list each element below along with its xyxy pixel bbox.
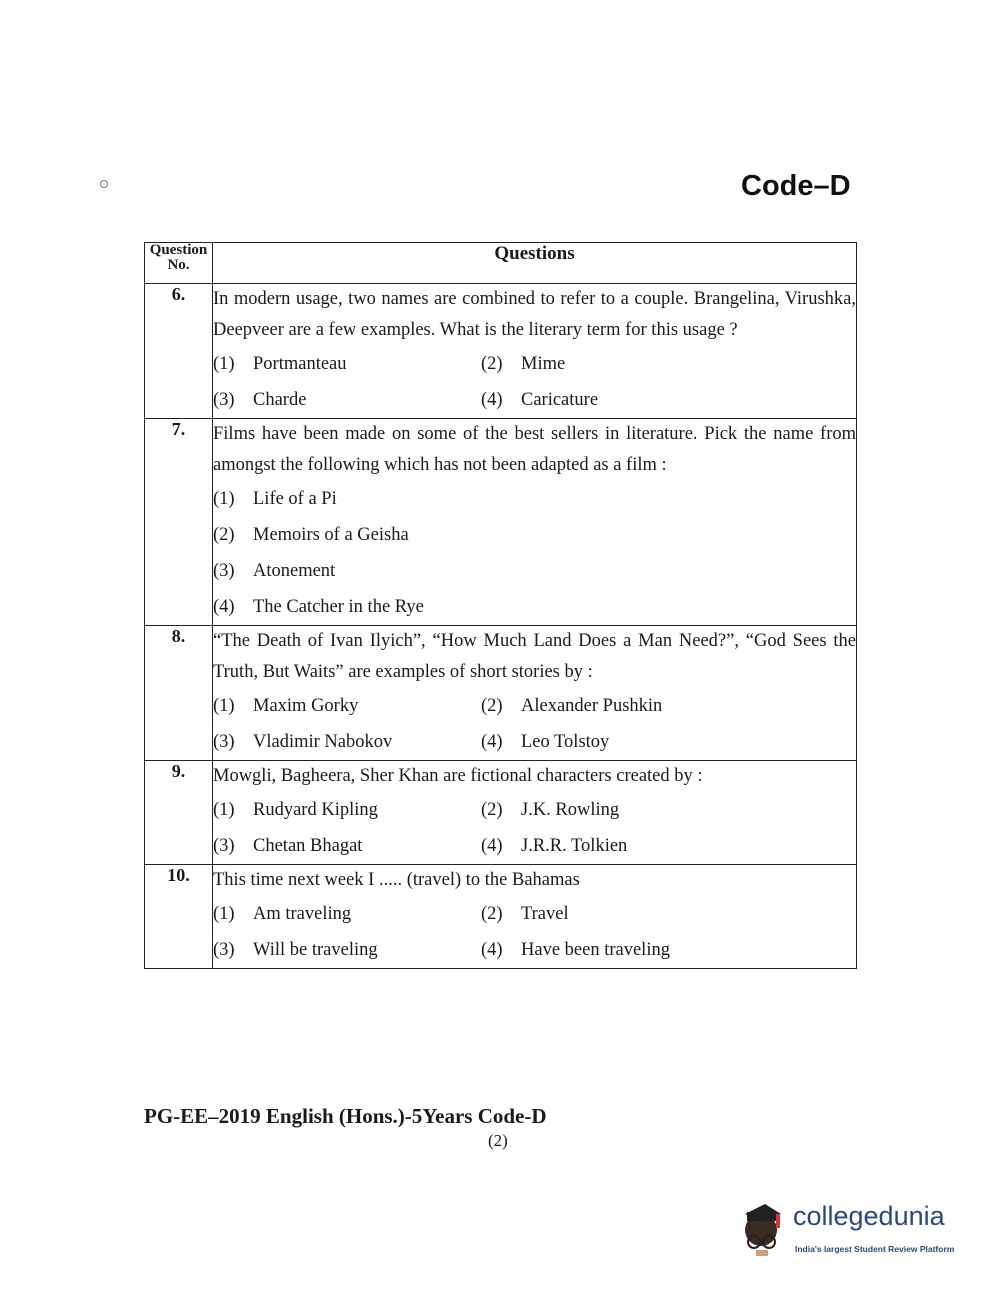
- option-text: The Catcher in the Rye: [253, 597, 424, 617]
- answer-option: [481, 932, 856, 968]
- answer-option: [213, 688, 481, 724]
- column-header-questions: Questions: [213, 243, 857, 284]
- watermark-brand: collegedunia: [793, 1201, 945, 1231]
- question-row: [145, 865, 857, 969]
- question-text: “The Death of Ivan Ilyich”, “How Much Land Does a Man Need?”, “God Sees the Truth, But Waits” are examples of short stories by :: [213, 631, 856, 682]
- column-header-number: Question No.: [145, 243, 213, 284]
- question-text: In modern usage, two names are combined to refer to a couple. Brangelina, Virushka, Deepveer are a few examples. What is the literary term for this usage ?: [213, 289, 856, 340]
- answer-option: [213, 553, 856, 589]
- question-number: 9.: [145, 761, 213, 865]
- answer-option: [481, 828, 856, 864]
- question-body: [213, 865, 857, 969]
- option-text: Vladimir Nabokov: [253, 732, 393, 752]
- option-text: Maxim Gorky: [253, 696, 359, 716]
- option-text: J.K. Rowling: [521, 800, 620, 820]
- questions-body: [145, 284, 857, 969]
- option-text: Am traveling: [253, 904, 352, 924]
- option-number: (3): [213, 390, 235, 410]
- option-number: (1): [213, 800, 235, 820]
- answer-option: [481, 346, 856, 382]
- option-number: (3): [213, 561, 235, 581]
- option-text: Rudyard Kipling: [253, 800, 378, 820]
- answer-options: [213, 792, 856, 864]
- option-text: Memoirs of a Geisha: [253, 525, 409, 545]
- answer-options: [213, 896, 856, 968]
- paper-code: Code–D: [741, 170, 851, 202]
- answer-option: [213, 481, 856, 517]
- question-text: This time next week I ..... (travel) to the Bahamas: [213, 870, 580, 890]
- answer-option: [481, 792, 856, 828]
- question-text: Films have been made on some of the best sellers in literature. Pick the name from amongst the following which has not been adapted as a film :: [213, 424, 856, 475]
- option-text: Atonement: [253, 561, 336, 581]
- page-number: (2): [488, 1131, 508, 1150]
- answer-option: [213, 724, 481, 760]
- option-number: (4): [481, 732, 503, 752]
- option-text: Portmanteau: [253, 354, 347, 374]
- question-number: 8.: [145, 626, 213, 761]
- option-text: Life of a Pi: [253, 489, 337, 509]
- option-text: Alexander Pushkin: [521, 696, 663, 716]
- watermark-tagline: India's largest Student Review Platform: [795, 1244, 955, 1254]
- option-text: Leo Tolstoy: [521, 732, 610, 752]
- option-number: (3): [213, 732, 235, 752]
- option-number: (2): [213, 525, 235, 545]
- answer-option: [213, 896, 481, 932]
- answer-option: [481, 724, 856, 760]
- option-number: (3): [213, 940, 235, 960]
- question-number: 6.: [145, 284, 213, 419]
- question-body: [213, 761, 857, 865]
- answer-option: [213, 828, 481, 864]
- answer-options: [213, 481, 856, 625]
- option-number: (2): [481, 696, 503, 716]
- table-header-row: [145, 243, 857, 284]
- answer-option: [213, 932, 481, 968]
- question-row: [145, 626, 857, 761]
- option-number: (4): [481, 836, 503, 856]
- option-number: (2): [481, 800, 503, 820]
- footer-title: PG-EE–2019 English (Hons.)-5Years Code-D: [144, 1104, 547, 1128]
- option-number: (4): [481, 390, 503, 410]
- option-number: (4): [481, 940, 503, 960]
- option-number: (3): [213, 836, 235, 856]
- option-number: (2): [481, 904, 503, 924]
- questions-table: [144, 242, 857, 969]
- option-number: (1): [213, 354, 235, 374]
- answer-options: [213, 346, 856, 418]
- answer-option: [481, 688, 856, 724]
- option-text: Have been traveling: [521, 940, 670, 960]
- answer-option: [213, 792, 481, 828]
- answer-options: [213, 688, 856, 760]
- option-number: (2): [481, 354, 503, 374]
- option-number: (1): [213, 904, 235, 924]
- question-body: [213, 284, 857, 419]
- question-number: 10.: [145, 865, 213, 969]
- answer-option: [213, 382, 481, 418]
- option-text: Charde: [253, 390, 307, 410]
- option-text: J.R.R. Tolkien: [521, 836, 628, 856]
- answer-option: [213, 517, 856, 553]
- option-text: Will be traveling: [253, 940, 378, 960]
- scan-mark: [100, 180, 108, 188]
- answer-option: [481, 382, 856, 418]
- option-text: Chetan Bhagat: [253, 836, 363, 856]
- question-number: 7.: [145, 419, 213, 626]
- question-row: [145, 284, 857, 419]
- question-row: [145, 761, 857, 865]
- option-text: Mime: [521, 354, 566, 374]
- answer-option: [481, 896, 856, 932]
- question-body: [213, 626, 857, 761]
- option-number: (1): [213, 696, 235, 716]
- option-text: Caricature: [521, 390, 599, 410]
- option-text: Travel: [521, 904, 569, 924]
- answer-option: [213, 589, 856, 625]
- option-number: (4): [213, 597, 235, 617]
- question-text: Mowgli, Bagheera, Sher Khan are fictional characters created by :: [213, 766, 703, 786]
- answer-option: [213, 346, 481, 382]
- question-row: [145, 419, 857, 626]
- option-number: (1): [213, 489, 235, 509]
- question-body: [213, 419, 857, 626]
